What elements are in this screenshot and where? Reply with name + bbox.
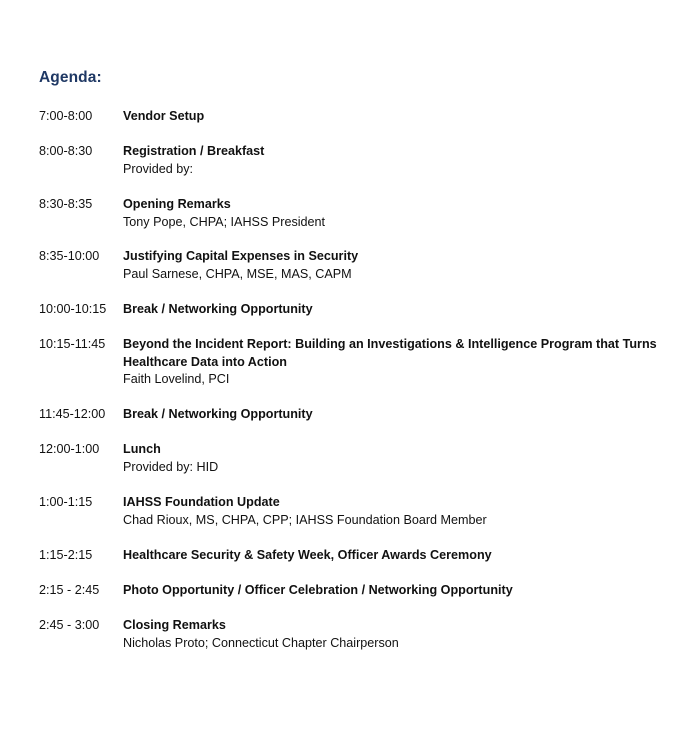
agenda-body bbox=[123, 582, 663, 600]
agenda-title: Vendor Setup bbox=[123, 109, 205, 123]
agenda-title: IAHSS Foundation Update bbox=[123, 495, 280, 509]
agenda-body bbox=[123, 617, 663, 652]
agenda-body bbox=[123, 441, 663, 476]
agenda-time: 7:00-8:00 bbox=[39, 109, 93, 123]
agenda-title: Beyond the Incident Report: Building an Investigations & Intelligence Program that Turns Healthcare Data into Action bbox=[123, 337, 657, 369]
agenda-title: Healthcare Security & Safety Week, Officer Awards Ceremony bbox=[123, 548, 492, 562]
agenda-time: 8:35-10:00 bbox=[39, 249, 100, 263]
agenda-detail: Provided by: bbox=[123, 161, 194, 176]
agenda-time: 11:45-12:00 bbox=[39, 407, 106, 421]
agenda-title: Registration / Breakfast bbox=[123, 144, 265, 158]
agenda-time: 10:15-11:45 bbox=[39, 337, 106, 351]
agenda-body bbox=[123, 143, 663, 178]
agenda-title: Closing Remarks bbox=[123, 618, 226, 632]
agenda-detail: Provided by: HID bbox=[123, 459, 219, 474]
agenda-body bbox=[123, 248, 663, 283]
agenda-detail: Faith Lovelind, PCI bbox=[123, 372, 230, 386]
agenda-detail: Chad Rioux, MS, CHPA, CPP; IAHSS Foundation Board Member bbox=[123, 512, 487, 527]
agenda-time: 8:30-8:35 bbox=[39, 197, 93, 211]
agenda-time: 8:00-8:30 bbox=[39, 144, 93, 158]
agenda-title: Photo Opportunity / Officer Celebration / Networking Opportunity bbox=[123, 583, 513, 597]
agenda-time: 2:45 - 3:00 bbox=[39, 618, 100, 632]
agenda-title: Lunch bbox=[123, 442, 161, 456]
agenda-detail: Nicholas Proto; Connecticut Chapter Chairperson bbox=[123, 635, 399, 650]
agenda-body bbox=[123, 108, 663, 126]
agenda-time: 12:00-1:00 bbox=[39, 442, 100, 456]
agenda-body bbox=[123, 547, 663, 565]
agenda-heading: Agenda: bbox=[39, 69, 102, 86]
agenda-body bbox=[123, 301, 663, 319]
agenda-detail: Paul Sarnese, CHPA, MSE, MAS, CAPM bbox=[123, 266, 352, 281]
agenda-body bbox=[123, 196, 663, 231]
agenda-time: 10:00-10:15 bbox=[39, 302, 107, 316]
agenda-title: Opening Remarks bbox=[123, 197, 231, 211]
agenda-time: 1:15-2:15 bbox=[39, 548, 93, 562]
agenda-title: Break / Networking Opportunity bbox=[123, 302, 313, 316]
agenda-body bbox=[123, 336, 663, 389]
agenda-body bbox=[123, 406, 663, 424]
agenda-title: Break / Networking Opportunity bbox=[123, 407, 313, 421]
agenda-detail: Tony Pope, CHPA; IAHSS President bbox=[123, 214, 326, 229]
agenda-title: Justifying Capital Expenses in Security bbox=[123, 249, 359, 263]
agenda-body bbox=[123, 494, 663, 529]
agenda-time: 1:00-1:15 bbox=[39, 495, 93, 509]
agenda-time: 2:15 - 2:45 bbox=[39, 583, 100, 597]
